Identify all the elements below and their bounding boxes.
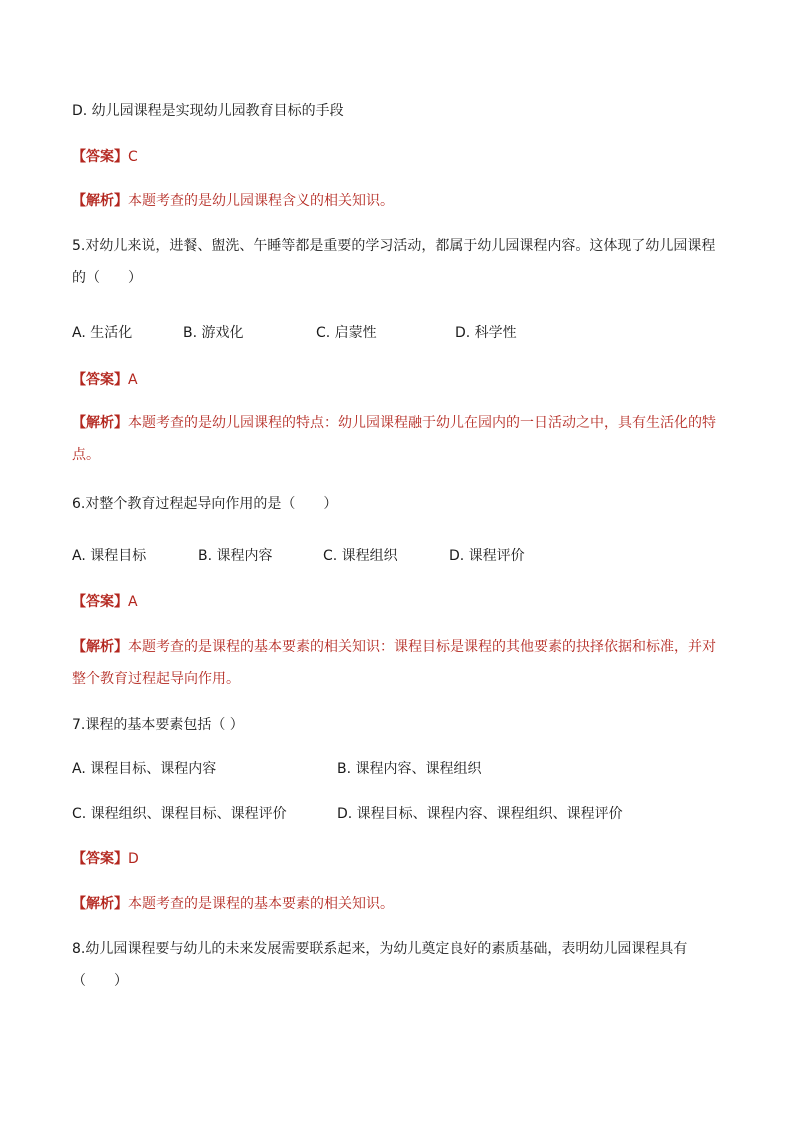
q7-stem: 7.课程的基本要素包括（ ） [72,717,244,733]
answer-label: 【答案】 [72,594,128,610]
q6-stem: 6.对整个教育过程起导向作用的是（ ） [72,496,338,512]
q6-answer [72,591,138,613]
q5-option-a: A. 生活化 [72,325,133,341]
analysis-text: 本题考查的是幼儿园课程的特点：幼儿园课程融于幼儿在园内的一日活动之中，具有生活化的特点。 [72,415,716,463]
q6-option-c: C. 课程组织 [323,548,398,564]
q5-analysis [72,407,724,471]
analysis-label: 【解析】 [72,415,128,431]
q7-option-c: C. 课程组织、课程目标、课程评价 [72,806,287,822]
q5-answer [72,369,138,391]
answer-value: C [128,149,138,165]
q6-analysis [72,631,724,695]
q7-option-b: B. 课程内容、课程组织 [337,761,482,777]
analysis-label: 【解析】 [72,639,128,655]
answer-label: 【答案】 [72,372,128,388]
q6-option-a: A. 课程目标 [72,548,147,564]
q7-option-a: A. 课程目标、课程内容 [72,761,217,777]
answer-value: A [128,594,138,610]
answer-value: D [128,851,139,867]
analysis-text: 本题考查的是课程的基本要素的相关知识：课程目标是课程的其他要素的抉择依据和标准，并对整个教育过程起导向作用。 [72,639,716,687]
answer-label: 【答案】 [72,851,128,867]
q6-option-d: D. 课程评价 [449,548,525,564]
q7-answer [72,848,139,870]
q5-stem: 5.对幼儿来说，进餐、盥洗、午睡等都是重要的学习活动，都属于幼儿园课程内容。这体现了幼儿园课程的（ ） [72,238,716,286]
analysis-label: 【解析】 [72,896,128,912]
analysis-text: 本题考查的是课程的基本要素的相关知识。 [128,896,394,912]
q4-analysis [72,190,394,212]
answer-label: 【答案】 [72,149,128,165]
q6-option-b: B. 课程内容 [198,548,273,564]
q4-answer [72,146,138,168]
q5-option-b: B. 游戏化 [183,325,244,341]
q4-option-d: D. 幼儿园课程是实现幼儿园教育目标的手段 [72,103,344,119]
q7-option-d: D. 课程目标、课程内容、课程组织、课程评价 [337,806,623,822]
analysis-label: 【解析】 [72,193,128,209]
q8-stem: 8.幼儿园课程要与幼儿的未来发展需要联系起来，为幼儿奠定良好的素质基础，表明幼儿园课程具有（ ） [72,941,688,989]
q5-option-d: D. 科学性 [455,325,517,341]
analysis-text: 本题考查的是幼儿园课程含义的相关知识。 [128,193,394,209]
q7-analysis [72,893,394,915]
q5-option-c: C. 启蒙性 [316,325,377,341]
answer-value: A [128,372,138,388]
